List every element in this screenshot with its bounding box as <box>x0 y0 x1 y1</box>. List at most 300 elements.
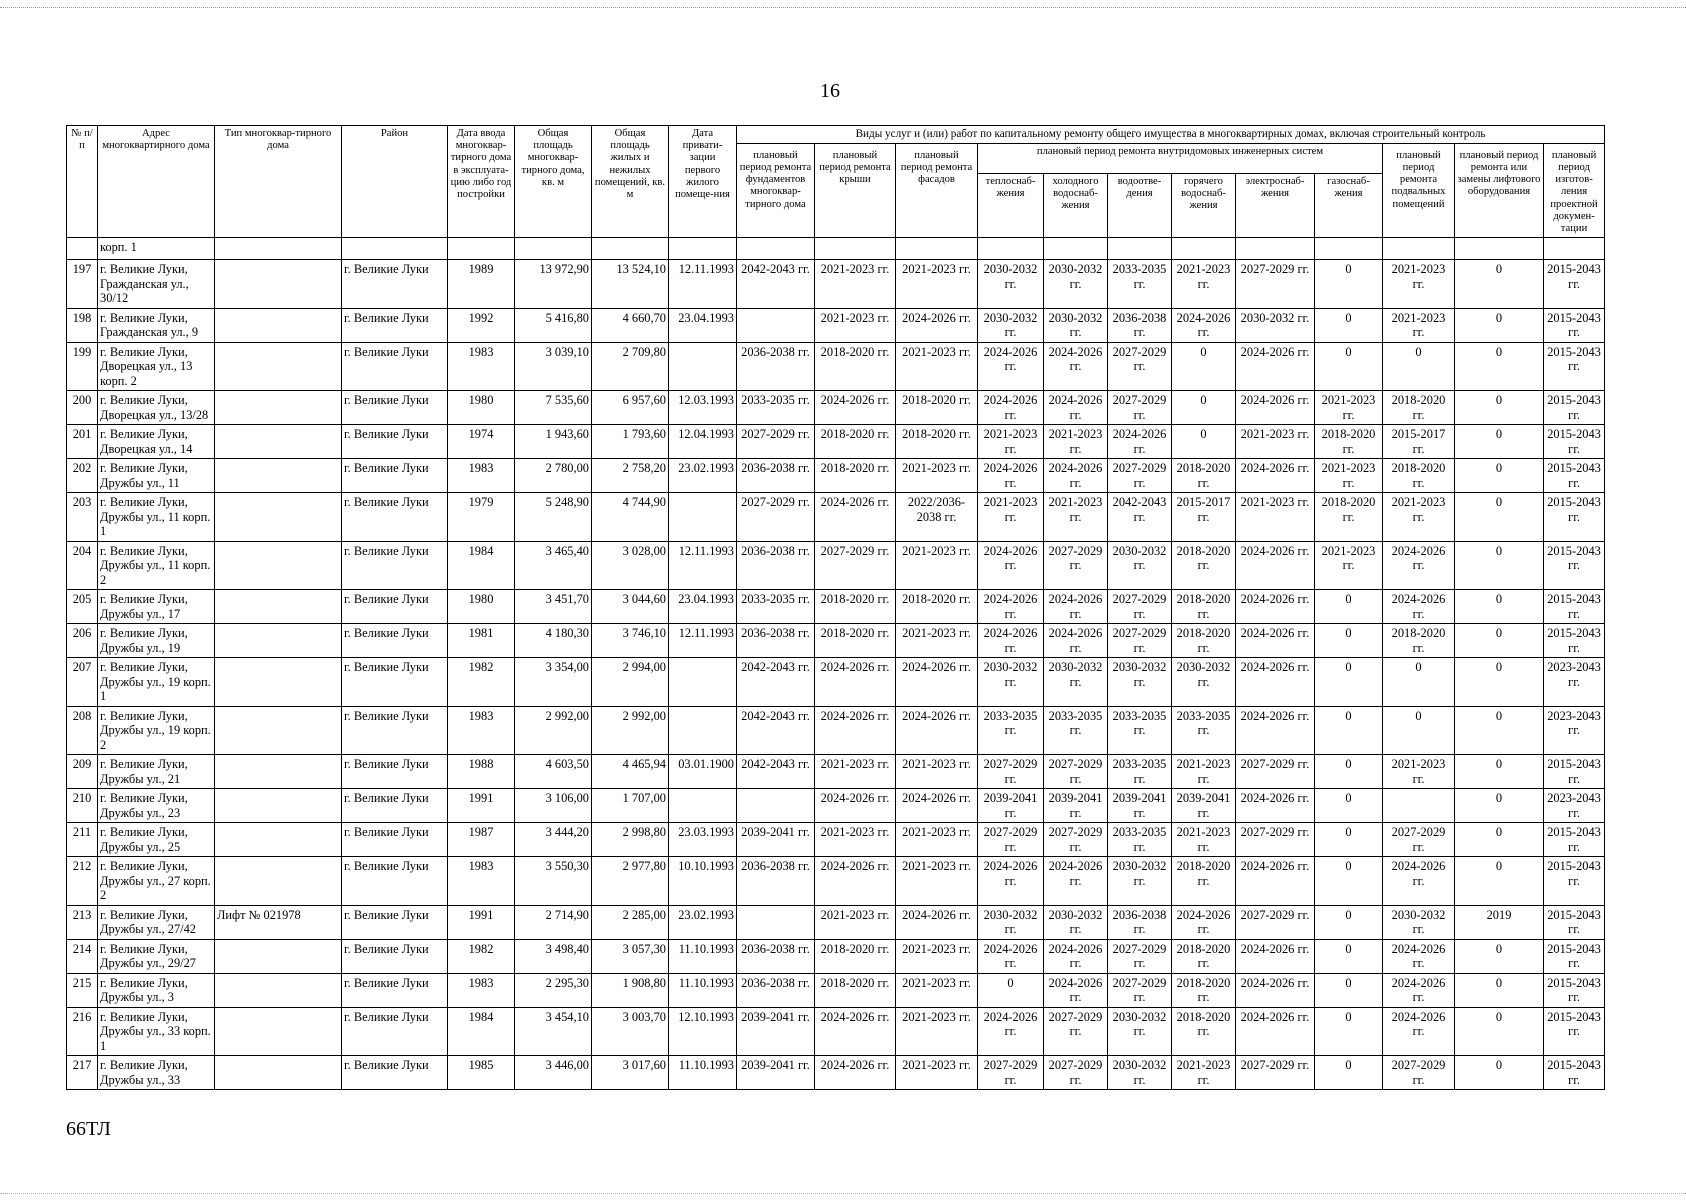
cell-roof: 2024-2026 гг. <box>815 706 896 755</box>
cell-total-area: 3 446,00 <box>515 1056 592 1090</box>
cell-roof: 2018-2020 гг. <box>815 342 896 391</box>
cell-district: г. Великие Луки <box>342 260 448 309</box>
cell-privatization-date <box>669 493 737 542</box>
cell-sewer: 2027-2029 гг. <box>1108 973 1172 1007</box>
cell-sewer: 2027-2029 гг. <box>1108 624 1172 658</box>
cell-cold-water: 2024-2026 гг. <box>1044 857 1108 906</box>
cell-gas: 0 <box>1315 308 1383 342</box>
cell-heat: 2033-2035 гг. <box>978 706 1044 755</box>
cell-address: г. Великие Луки, Дружбы ул., 3 <box>98 973 215 1007</box>
cell-lift: 0 <box>1455 973 1544 1007</box>
cell-basement: 0 <box>1383 706 1455 755</box>
cell-basement: 2024-2026 гг. <box>1383 973 1455 1007</box>
cell-heat: 2030-2032 гг. <box>978 658 1044 707</box>
cell-electric: 2024-2026 гг. <box>1236 342 1315 391</box>
cell-sewer: 2027-2029 гг. <box>1108 459 1172 493</box>
cell-address: г. Великие Луки, Дружбы ул., 19 корп. 2 <box>98 706 215 755</box>
cell-total-area: 3 454,10 <box>515 1007 592 1056</box>
cell-address: г. Великие Луки, Дружбы ул., 33 <box>98 1056 215 1090</box>
scan-edge-top <box>0 0 1686 8</box>
cell-living-area: 6 957,60 <box>592 391 669 425</box>
cell-total-area: 13 972,90 <box>515 260 592 309</box>
cell-district: г. Великие Луки <box>342 789 448 823</box>
cell-gas: 0 <box>1315 905 1383 939</box>
cell-living-area: 2 758,20 <box>592 459 669 493</box>
table-row <box>67 789 1605 823</box>
cell-num: 209 <box>67 755 98 789</box>
cell-living-area: 4 744,90 <box>592 493 669 542</box>
cell-sewer: 2027-2029 гг. <box>1108 342 1172 391</box>
cell-lift: 0 <box>1455 624 1544 658</box>
cell-cold-water: 2024-2026 гг. <box>1044 342 1108 391</box>
cell-foundation: 2036-2038 гг. <box>737 624 815 658</box>
cell-district: г. Великие Луки <box>342 1007 448 1056</box>
table-row <box>67 624 1605 658</box>
cell-roof: 2021-2023 гг. <box>815 905 896 939</box>
cell-type <box>215 706 342 755</box>
cell-facade: 2021-2023 гг. <box>896 260 978 309</box>
cell-privatization-date: 03.01.1900 <box>669 755 737 789</box>
cell-total-area: 3 106,00 <box>515 789 592 823</box>
table-row <box>67 823 1605 857</box>
cell-heat: 2027-2029 гг. <box>978 1056 1044 1090</box>
cell-heat: 2024-2026 гг. <box>978 624 1044 658</box>
cell-sewer: 2039-2041 гг. <box>1108 789 1172 823</box>
cell-privatization-date: 23.03.1993 <box>669 823 737 857</box>
cell-num: 216 <box>67 1007 98 1056</box>
cell-year: 1989 <box>448 260 515 309</box>
cell-gas: 0 <box>1315 706 1383 755</box>
cell-electric: 2027-2029 гг. <box>1236 1056 1315 1090</box>
cell-hot-water: 2018-2020 гг. <box>1172 590 1236 624</box>
cell-living-area: 2 285,00 <box>592 905 669 939</box>
cell-total-area: 4 180,30 <box>515 624 592 658</box>
cell-design-docs: 2015-2043 гг. <box>1544 391 1605 425</box>
cell-living-area: 2 709,80 <box>592 342 669 391</box>
cell-roof: 2027-2029 гг. <box>815 541 896 590</box>
cell-total-area: 5 416,80 <box>515 308 592 342</box>
table-row <box>67 590 1605 624</box>
cell-lift: 0 <box>1455 459 1544 493</box>
cell-living-area: 3 746,10 <box>592 624 669 658</box>
header-electric: электроснаб-жения <box>1236 174 1315 238</box>
cell-design-docs: 2015-2043 гг. <box>1544 308 1605 342</box>
cell-design-docs: 2015-2043 гг. <box>1544 973 1605 1007</box>
cell-total-area: 2 992,00 <box>515 706 592 755</box>
cell-heat: 2030-2032 гг. <box>978 260 1044 309</box>
cell-cold-water: 2027-2029 гг. <box>1044 1056 1108 1090</box>
cell-electric: 2024-2026 гг. <box>1236 973 1315 1007</box>
cell-privatization-date <box>669 342 737 391</box>
cell-living-area: 3 003,70 <box>592 1007 669 1056</box>
cell-heat: 2024-2026 гг. <box>978 541 1044 590</box>
cell-design-docs: 2015-2043 гг. <box>1544 1007 1605 1056</box>
cell-electric: 2027-2029 гг. <box>1236 755 1315 789</box>
cell-basement: 2024-2026 гг. <box>1383 857 1455 906</box>
cell-basement: 2018-2020 гг. <box>1383 624 1455 658</box>
cell-address: г. Великие Луки, Дружбы ул., 33 корп. 1 <box>98 1007 215 1056</box>
cell-type: Лифт № 021978 <box>215 905 342 939</box>
cell-total-area: 2 714,90 <box>515 905 592 939</box>
cell-gas: 0 <box>1315 260 1383 309</box>
cell-sewer: 2030-2032 гг. <box>1108 1007 1172 1056</box>
cell-privatization-date: 12.10.1993 <box>669 1007 737 1056</box>
cell-address: г. Великие Луки, Дружбы ул., 23 <box>98 789 215 823</box>
cell-privatization-date: 23.02.1993 <box>669 905 737 939</box>
cell-type <box>215 939 342 973</box>
cell-cold-water: 2027-2029 гг. <box>1044 1007 1108 1056</box>
cell-year: 1984 <box>448 541 515 590</box>
cell-roof: 2024-2026 гг. <box>815 857 896 906</box>
cell-living-area: 2 998,80 <box>592 823 669 857</box>
header-date-commission: Дата ввода многоквар-тирного дома в эксплуата-цию либо год постройки <box>448 126 515 238</box>
cell-sewer: 2036-2038 гг. <box>1108 905 1172 939</box>
cell-hot-water: 2030-2032 гг. <box>1172 658 1236 707</box>
cell-cold-water: 2027-2029 гг. <box>1044 755 1108 789</box>
cell-total-area: 2 295,30 <box>515 973 592 1007</box>
cell-basement: 2018-2020 гг. <box>1383 459 1455 493</box>
cell-electric: 2021-2023 гг. <box>1236 425 1315 459</box>
cell-lift: 0 <box>1455 260 1544 309</box>
cell-district: г. Великие Луки <box>342 755 448 789</box>
cell-cold-water: 2030-2032 гг. <box>1044 658 1108 707</box>
cell-design-docs: 2015-2043 гг. <box>1544 755 1605 789</box>
cell-type <box>215 658 342 707</box>
cell-address: г. Великие Луки, Дружбы ул., 19 корп. 1 <box>98 658 215 707</box>
cell-facade: 2024-2026 гг. <box>896 658 978 707</box>
cell-design-docs: 2023-2043 гг. <box>1544 789 1605 823</box>
cell-address: г. Великие Луки, Дружбы ул., 27/42 <box>98 905 215 939</box>
cell-address: г. Великие Луки, Дружбы ул., 29/27 <box>98 939 215 973</box>
cell-basement: 2024-2026 гг. <box>1383 939 1455 973</box>
cell-sewer: 2033-2035 гг. <box>1108 755 1172 789</box>
cell-design-docs: 2015-2043 гг. <box>1544 624 1605 658</box>
cell-foundation: 2036-2038 гг. <box>737 541 815 590</box>
cell-facade: 2024-2026 гг. <box>896 905 978 939</box>
header-design-docs: плановый период изготов-ления проектной докумен-тации <box>1544 143 1605 237</box>
cell-facade: 2021-2023 гг. <box>896 1007 978 1056</box>
cell-hot-water: 2018-2020 гг. <box>1172 857 1236 906</box>
cell-total-area: 3 550,30 <box>515 857 592 906</box>
cell-design-docs: 2015-2043 гг. <box>1544 342 1605 391</box>
cell-heat: 2024-2026 гг. <box>978 342 1044 391</box>
cell-lift: 0 <box>1455 1007 1544 1056</box>
cell-cold-water: 2039-2041 гг. <box>1044 789 1108 823</box>
header-sewer: водоотве-дения <box>1108 174 1172 238</box>
cell-roof: 2024-2026 гг. <box>815 391 896 425</box>
cell-heat: 2024-2026 гг. <box>978 459 1044 493</box>
cell-lift: 0 <box>1455 823 1544 857</box>
cell-facade: 2021-2023 гг. <box>896 823 978 857</box>
cell-address: г. Великие Луки, Дружбы ул., 27 корп. 2 <box>98 857 215 906</box>
cell-design-docs: 2015-2043 гг. <box>1544 459 1605 493</box>
cell-total-area: 3 354,00 <box>515 658 592 707</box>
cell-heat: 2024-2026 гг. <box>978 391 1044 425</box>
cell-gas: 0 <box>1315 789 1383 823</box>
cell-electric: 2024-2026 гг. <box>1236 541 1315 590</box>
cell-hot-water: 0 <box>1172 342 1236 391</box>
cell-sewer: 2033-2035 гг. <box>1108 260 1172 309</box>
table-row <box>67 459 1605 493</box>
cell-type <box>215 541 342 590</box>
cell-foundation: 2039-2041 гг. <box>737 1007 815 1056</box>
cell-privatization-date: 12.11.1993 <box>669 624 737 658</box>
cell-lift: 0 <box>1455 1056 1544 1090</box>
cell-gas: 2018-2020 гг. <box>1315 425 1383 459</box>
cell-design-docs: 2015-2043 гг. <box>1544 905 1605 939</box>
cell-design-docs: 2015-2043 гг. <box>1544 590 1605 624</box>
cell-sewer: 2027-2029 гг. <box>1108 939 1172 973</box>
cell-basement: 2024-2026 гг. <box>1383 590 1455 624</box>
cell-gas: 2021-2023 гг. <box>1315 541 1383 590</box>
header-systems-group: плановый период ремонта внутридомовых инженерных систем <box>978 143 1383 173</box>
cell-total-area: 3 498,40 <box>515 939 592 973</box>
cell-lift: 0 <box>1455 391 1544 425</box>
cell-gas: 0 <box>1315 973 1383 1007</box>
cell-sewer: 2030-2032 гг. <box>1108 857 1172 906</box>
cell-year: 1983 <box>448 857 515 906</box>
cell-address: г. Великие Луки, Дружбы ул., 21 <box>98 755 215 789</box>
table-row <box>67 658 1605 707</box>
cell-address: г. Великие Луки, Дружбы ул., 11 корп. 2 <box>98 541 215 590</box>
document-code: 66ТЛ <box>66 1118 111 1140</box>
cell-num: 208 <box>67 706 98 755</box>
cell-gas: 0 <box>1315 1007 1383 1056</box>
cell-living-area: 13 524,10 <box>592 260 669 309</box>
cell-year: 1985 <box>448 1056 515 1090</box>
cell-district: г. Великие Луки <box>342 308 448 342</box>
cell-design-docs: 2015-2043 гг. <box>1544 823 1605 857</box>
cell-heat: 2021-2023 гг. <box>978 425 1044 459</box>
cell-num: 211 <box>67 823 98 857</box>
cell-privatization-date <box>669 789 737 823</box>
cell-type <box>215 857 342 906</box>
header-num: № п/п <box>67 126 98 238</box>
cell-lift: 0 <box>1455 939 1544 973</box>
cell-privatization-date: 11.10.1993 <box>669 973 737 1007</box>
cell-gas: 0 <box>1315 857 1383 906</box>
cell-foundation: 2036-2038 гг. <box>737 857 815 906</box>
cell-hot-water: 2033-2035 гг. <box>1172 706 1236 755</box>
cell-roof: 2021-2023 гг. <box>815 260 896 309</box>
cell-year: 1988 <box>448 755 515 789</box>
cell-facade: 2024-2026 гг. <box>896 706 978 755</box>
cell-facade: 2021-2023 гг. <box>896 624 978 658</box>
cell-total-area: 4 603,50 <box>515 755 592 789</box>
cell-year: 1992 <box>448 308 515 342</box>
cell-num: 213 <box>67 905 98 939</box>
header-address: Адрес многоквартирного дома <box>98 126 215 238</box>
header-roof: плановый период ремонта крыши <box>815 143 896 237</box>
cell-num: 215 <box>67 973 98 1007</box>
cell-cold-water: 2024-2026 гг. <box>1044 939 1108 973</box>
table-row <box>67 342 1605 391</box>
cell-privatization-date: 12.11.1993 <box>669 260 737 309</box>
cell-district: г. Великие Луки <box>342 706 448 755</box>
cell-foundation: 2033-2035 гг. <box>737 590 815 624</box>
cell-foundation: 2036-2038 гг. <box>737 342 815 391</box>
cell-gas: 0 <box>1315 590 1383 624</box>
cell-year: 1991 <box>448 789 515 823</box>
cell-hot-water: 2018-2020 гг. <box>1172 624 1236 658</box>
cell-facade: 2018-2020 гг. <box>896 590 978 624</box>
cell-electric: 2024-2026 гг. <box>1236 590 1315 624</box>
header-total-area: Общая площадь многоквар-тирного дома, кв. м <box>515 126 592 238</box>
cell-roof: 2024-2026 гг. <box>815 789 896 823</box>
cell-electric: 2024-2026 гг. <box>1236 391 1315 425</box>
cell-privatization-date: 12.03.1993 <box>669 391 737 425</box>
cell-type <box>215 590 342 624</box>
cell-roof: 2021-2023 гг. <box>815 823 896 857</box>
cell-basement: 0 <box>1383 658 1455 707</box>
header-lift: плановый период ремонта или замены лифтового оборудования <box>1455 143 1544 237</box>
cell-total-area: 3 444,20 <box>515 823 592 857</box>
cell-privatization-date: 23.02.1993 <box>669 459 737 493</box>
cell-roof: 2024-2026 гг. <box>815 1007 896 1056</box>
cell-facade: 2022/2036-2038 гг. <box>896 493 978 542</box>
cell-design-docs: 2015-2043 гг. <box>1544 541 1605 590</box>
cell-year: 1983 <box>448 973 515 1007</box>
cell-district: г. Великие Луки <box>342 823 448 857</box>
cell-year: 1987 <box>448 823 515 857</box>
cell-address: г. Великие Луки, Дружбы ул., 17 <box>98 590 215 624</box>
cell-foundation: 2042-2043 гг. <box>737 260 815 309</box>
cell-living-area: 1 707,00 <box>592 789 669 823</box>
table-row <box>67 706 1605 755</box>
cell-roof: 2024-2026 гг. <box>815 493 896 542</box>
cell-foundation: 2036-2038 гг. <box>737 973 815 1007</box>
cell-type <box>215 391 342 425</box>
cell-basement: 2021-2023 гг. <box>1383 260 1455 309</box>
cell-facade: 2018-2020 гг. <box>896 391 978 425</box>
cell-electric: 2024-2026 гг. <box>1236 624 1315 658</box>
cell-heat: 2024-2026 гг. <box>978 590 1044 624</box>
cell-roof: 2018-2020 гг. <box>815 459 896 493</box>
cell-basement: 2021-2023 гг. <box>1383 755 1455 789</box>
cell-year: 1983 <box>448 706 515 755</box>
cell-electric: 2024-2026 гг. <box>1236 658 1315 707</box>
cell-district: г. Великие Луки <box>342 342 448 391</box>
cell-foundation: 2039-2041 гг. <box>737 1056 815 1090</box>
cell-hot-water: 2021-2023 гг. <box>1172 823 1236 857</box>
cell-basement <box>1383 789 1455 823</box>
cell-sewer: 2030-2032 гг. <box>1108 1056 1172 1090</box>
cell-heat: 2030-2032 гг. <box>978 905 1044 939</box>
cell-type <box>215 823 342 857</box>
header-district: Район <box>342 126 448 238</box>
header-facade: плановый период ремонта фасадов <box>896 143 978 237</box>
cell-gas: 0 <box>1315 939 1383 973</box>
cell-basement: 0 <box>1383 342 1455 391</box>
cell-facade: 2021-2023 гг. <box>896 755 978 789</box>
cell-foundation <box>737 789 815 823</box>
cell-living-area: 2 977,80 <box>592 857 669 906</box>
cell-num: 217 <box>67 1056 98 1090</box>
cell-roof: 2021-2023 гг. <box>815 308 896 342</box>
cell-electric: 2024-2026 гг. <box>1236 1007 1315 1056</box>
cell-sewer: 2027-2029 гг. <box>1108 590 1172 624</box>
cell-hot-water: 2024-2026 гг. <box>1172 308 1236 342</box>
cell-lift: 0 <box>1455 755 1544 789</box>
cell-hot-water: 0 <box>1172 391 1236 425</box>
cell-facade: 2018-2020 гг. <box>896 425 978 459</box>
cell-cold-water: 2024-2026 гг. <box>1044 624 1108 658</box>
cell-cold-water: 2033-2035 гг. <box>1044 706 1108 755</box>
cell-year: 1983 <box>448 459 515 493</box>
cell-foundation: 2036-2038 гг. <box>737 939 815 973</box>
cell-district: г. Великие Луки <box>342 541 448 590</box>
cell-facade: 2021-2023 гг. <box>896 973 978 1007</box>
cell-roof: 2021-2023 гг. <box>815 755 896 789</box>
cell-lift: 0 <box>1455 493 1544 542</box>
cell-hot-water: 2018-2020 гг. <box>1172 1007 1236 1056</box>
cell-heat: 2021-2023 гг. <box>978 493 1044 542</box>
cell-sewer: 2030-2032 гг. <box>1108 658 1172 707</box>
cell-lift: 0 <box>1455 857 1544 906</box>
cell-foundation: 2042-2043 гг. <box>737 706 815 755</box>
header-living-area: Общая площадь жилых и нежилых помещений, кв. м <box>592 126 669 238</box>
cell-type <box>215 425 342 459</box>
cell-year: 1984 <box>448 1007 515 1056</box>
cell-basement: 2021-2023 гг. <box>1383 308 1455 342</box>
cell-total-area: 1 943,60 <box>515 425 592 459</box>
cell-hot-water: 2015-2017 гг. <box>1172 493 1236 542</box>
cell-type <box>215 755 342 789</box>
table-row <box>67 541 1605 590</box>
cell-num: 202 <box>67 459 98 493</box>
cell-design-docs: 2015-2043 гг. <box>1544 939 1605 973</box>
cell-electric: 2021-2023 гг. <box>1236 493 1315 542</box>
cell-type <box>215 308 342 342</box>
cell-electric: 2024-2026 гг. <box>1236 706 1315 755</box>
cell-address: г. Великие Луки, Гражданская ул., 30/12 <box>98 260 215 309</box>
cell-sewer: 2024-2026 гг. <box>1108 425 1172 459</box>
cell-sewer: 2033-2035 гг. <box>1108 706 1172 755</box>
cell-privatization-date: 12.11.1993 <box>669 541 737 590</box>
cell-total-area: 7 535,60 <box>515 391 592 425</box>
header-privatization-date: Дата привати-зации первого жилого помеще-ния <box>669 126 737 238</box>
cell-cold-water: 2024-2026 гг. <box>1044 391 1108 425</box>
table-body <box>67 238 1605 1090</box>
cell-design-docs: 2015-2043 гг. <box>1544 1056 1605 1090</box>
cell-lift: 0 <box>1455 789 1544 823</box>
cell-num: 197 <box>67 260 98 309</box>
table-row <box>67 755 1605 789</box>
cell-foundation: 2039-2041 гг. <box>737 823 815 857</box>
cell-privatization-date: 11.10.1993 <box>669 1056 737 1090</box>
cell-address: г. Великие Луки, Дворецкая ул., 13/28 <box>98 391 215 425</box>
cell-basement: 2024-2026 гг. <box>1383 1007 1455 1056</box>
cell-gas: 2021-2023 гг. <box>1315 391 1383 425</box>
table-row <box>67 493 1605 542</box>
page-number: 16 <box>820 80 840 102</box>
table-row <box>67 973 1605 1007</box>
cell-lift: 0 <box>1455 342 1544 391</box>
cell-roof: 2024-2026 гг. <box>815 1056 896 1090</box>
cell-gas: 0 <box>1315 658 1383 707</box>
cell-total-area: 3 451,70 <box>515 590 592 624</box>
cell-living-area: 3 057,30 <box>592 939 669 973</box>
cell-hot-water: 2021-2023 гг. <box>1172 755 1236 789</box>
cell-type <box>215 493 342 542</box>
cell-electric: 2024-2026 гг. <box>1236 459 1315 493</box>
cell-heat: 2027-2029 гг. <box>978 755 1044 789</box>
cell-district: г. Великие Луки <box>342 905 448 939</box>
cell-design-docs: 2015-2043 гг. <box>1544 260 1605 309</box>
cell-num: 198 <box>67 308 98 342</box>
cell-address: г. Великие Луки, Дружбы ул., 11 <box>98 459 215 493</box>
cell-lift: 0 <box>1455 658 1544 707</box>
